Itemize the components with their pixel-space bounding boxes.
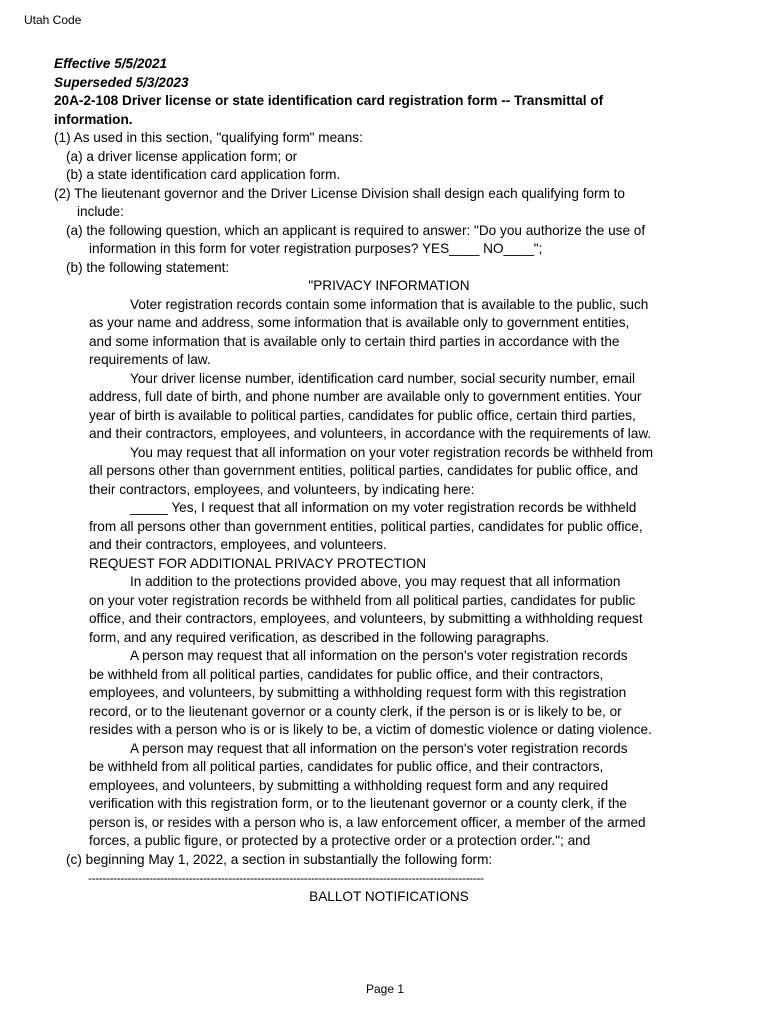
section-title-continued: information.	[54, 111, 133, 127]
page-header: Utah Code	[24, 13, 82, 27]
superseded-date: Superseded 5/3/2023	[54, 74, 189, 90]
text-line: In addition to the protections provided above, you may request that all information	[130, 574, 621, 589]
text-line: (a) the following question, which an applicant is required to answer: "Do you authorize the use of	[66, 222, 646, 238]
text-line: as your name and address, some information that is available only to government entities,	[89, 315, 630, 330]
text-line: employees, and volunteers, by submitting a withholding request form with this registration	[89, 685, 627, 700]
text-line: --------------------------------------------------------------------------------------------------------------	[88, 871, 484, 885]
text-line: year of birth is available to political parties, candidates for public office, certain third parties,	[89, 407, 636, 423]
text-line: (a) a driver license application form; or	[66, 148, 298, 164]
text-line: Voter registration records contain some information that is available to the public, such	[130, 296, 649, 312]
text-line: from all persons other than government entities, political parties, candidates for public office,	[89, 518, 643, 534]
text-line: forces, a public figure, or protected by a protective order or a protection order."; and	[89, 833, 591, 848]
text-line: office, and their contractors, employees, and volunteers, by submitting a withholding request	[89, 611, 643, 626]
text-line: (c) beginning May 1, 2022, a section in substantially the following form:	[66, 851, 493, 867]
text-line: (1) As used in this section, "qualifying form" means:	[54, 130, 363, 145]
effective-date: Effective 5/5/2021	[54, 56, 168, 71]
text-line: A person may request that all information on the person's voter registration records	[130, 648, 628, 663]
text-line: You may request that all information on your voter registration records be withheld from	[130, 444, 654, 460]
text-line: REQUEST FOR ADDITIONAL PRIVACY PROTECTION	[89, 555, 427, 571]
text-line: requirements of law.	[89, 352, 211, 367]
text-line: and their contractors, employees, and volunteers.	[89, 537, 387, 552]
text-line: employees, and volunteers, by submitting a withholding request form and any required	[89, 777, 609, 793]
text-line: A person may request that all information on the person's voter registration records	[130, 740, 628, 756]
section-title: 20A-2-108 Driver license or state identification card registration form -- Transmittal of	[54, 93, 604, 108]
text-line: record, or to the lieutenant governor or a county clerk, if the person is or is likely to be, or	[89, 703, 622, 719]
text-line: "PRIVACY INFORMATION	[308, 278, 470, 293]
text-line: BALLOT NOTIFICATIONS	[309, 888, 469, 904]
text-line: form, and any required verification, as described in the following paragraphs.	[89, 629, 550, 645]
text-line: include:	[77, 204, 124, 219]
text-line: verification with this registration form, or to the lieutenant governor or a county clerk, if the	[89, 796, 627, 811]
text-line: be withheld from all political parties, candidates for public office, and their contractors,	[89, 666, 604, 682]
text-line: Your driver license number, identification card number, social security number, email	[130, 370, 635, 386]
text-line: information in this form for voter registration purposes? YES____ NO____";	[89, 241, 543, 256]
text-line: their contractors, employees, and volunteers, by indicating here:	[89, 481, 475, 497]
text-line: all persons other than government entities, political parties, candidates for public office, and	[89, 463, 639, 478]
text-line: and their contractors, employees, and volunteers, in accordance with the requirements of law.	[89, 426, 652, 441]
text-line: (2) The lieutenant governor and the Driver License Division shall design each qualifying form to	[54, 185, 625, 201]
page-number: Page 1	[365, 982, 405, 996]
text-line: be withheld from all political parties, candidates for public office, and their contractors,	[89, 759, 604, 774]
text-line: (b) a state identification card application form.	[66, 167, 341, 182]
text-line: address, full date of birth, and phone number are available only to government entities. Your	[89, 389, 642, 404]
text-line: and some information that is available only to certain third parties in accordance with the	[89, 333, 620, 349]
text-line: on your voter registration records be withheld from all political parties, candidates for public	[89, 592, 636, 608]
document-body	[54, 55, 754, 906]
text-line: resides with a person who is or is likely to be, a victim of domestic violence or dating violence.	[89, 722, 652, 737]
text-line: _____ Yes, I request that all information on my voter registration records be withheld	[130, 500, 637, 515]
text-line: person is, or resides with a person who is, a law enforcement officer, a member of the armed	[89, 814, 646, 830]
text-line: (b) the following statement:	[66, 259, 230, 275]
statute-text	[54, 129, 754, 906]
